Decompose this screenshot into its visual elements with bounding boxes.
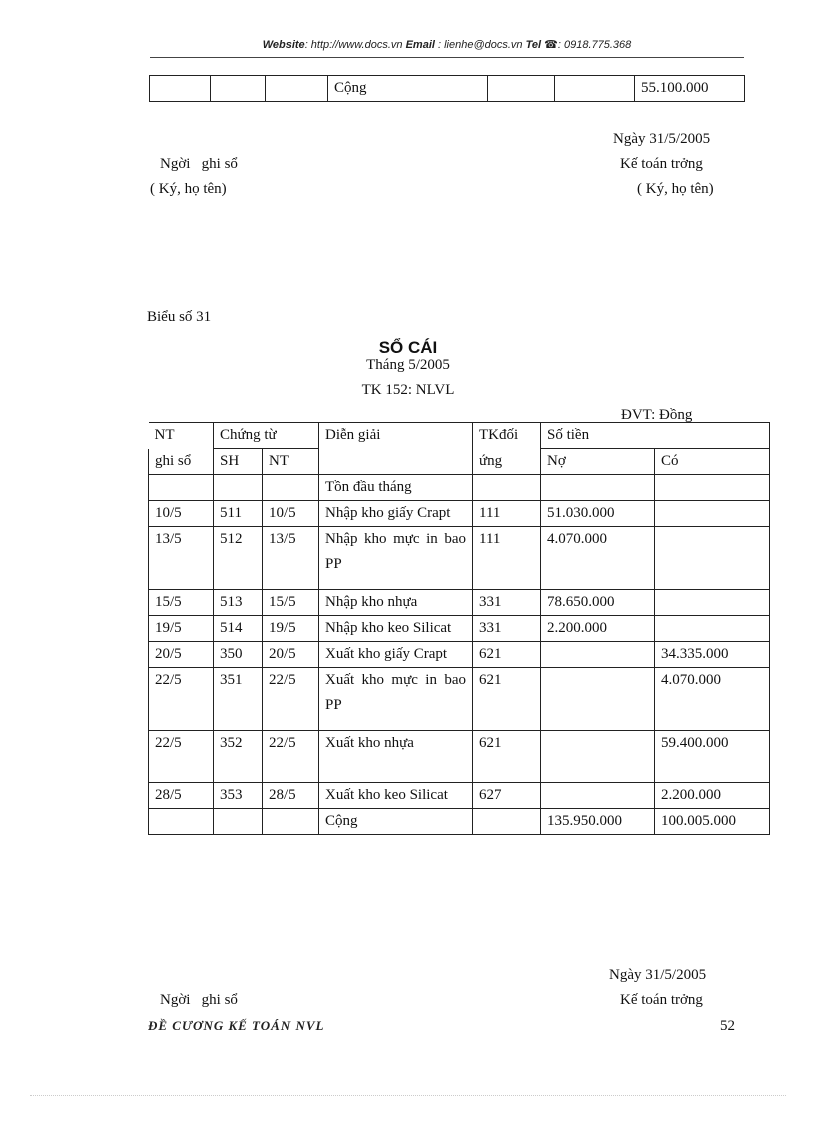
header-sh: SH [214,449,263,475]
previous-table-total [149,75,745,102]
email-label: Email [405,39,435,51]
table-row: 22/5 352 22/5 Xuất kho nhựa 621 59.400.000 [149,731,770,783]
opening-label: Tồn đầu tháng [319,475,473,501]
table-row [150,76,745,102]
header-no: Nợ [541,449,655,475]
table-row: 28/5 353 28/5 Xuất kho keo Silicat 627 2.200.000 [149,783,770,809]
page-number: 52 [720,1018,735,1034]
sign2-date: Ngày 31/5/2005 [609,967,707,983]
header-nt-sub: NT [263,449,319,475]
sign1-left-note: ( Ký, họ tên) [150,181,227,197]
table-row: 22/5 351 22/5 Xuất kho mực in bao PP 621 4.070.000 [149,668,770,731]
total-row [149,809,770,835]
title-account: TK 152: NLVL [361,382,455,398]
header-ung: ứng [473,449,541,475]
sign1-left-title: Ngời ghi sổ [160,156,238,172]
ledger-total-no: 135.950.000 [541,809,655,835]
header-nt: NT [149,423,214,449]
ledger-table [148,422,770,835]
sign2-right-title: Kế toán trởng [620,992,703,1008]
form-label: Biểu số 31 [147,309,212,325]
sign1-date: Ngày 31/5/2005 [613,131,711,147]
sign2-left-title: Ngời ghi sổ [160,992,238,1008]
footer-note: ĐỀ CƯƠNG KẾ TOÁN NVL [148,1018,325,1030]
header-co: Có [655,449,770,475]
table-row: 10/5 511 10/5 Nhập kho giấy Crapt 111 51.030.000 [149,501,770,527]
tel-value: : 0918.775.368 [557,39,632,51]
email-value: : lienhe@docs.vn [438,39,523,51]
header-divider [150,57,744,58]
header-chung-tu: Chứng từ [214,423,319,449]
table-row: 15/5 513 15/5 Nhập kho nhựa 331 78.650.000 [149,590,770,616]
page-header [150,38,744,51]
header-tk: TKđối [473,423,541,449]
tel-label: Tel [525,39,542,51]
total-label: Cộng [328,76,488,102]
website-label: Website [262,39,305,51]
table-row: 20/5 350 20/5 Xuất kho giấy Crapt 621 34.335.000 [149,642,770,668]
total-value: 55.100.000 [635,76,745,102]
phone-icon: ☎ [544,39,558,51]
ledger-total-label: Cộng [319,809,473,835]
table-row: 13/5 512 13/5 Nhập kho mực in bao PP 111 4.070.000 [149,527,770,590]
title-month: Tháng 5/2005 [366,357,450,373]
table-header-row [149,423,770,449]
unit-label: ĐVT: Đồng [621,407,693,423]
sign1-right-title: Kế toán trởng [620,156,703,172]
header-ghi-so: ghi sổ [149,449,214,475]
table-row: 19/5 514 19/5 Nhập kho keo Silicat 331 2.200.000 [149,616,770,642]
page-title: SỔ CÁI [378,338,438,357]
sign1-right-note: ( Ký, họ tên) [637,181,714,197]
ledger-total-co: 100.005.000 [655,809,770,835]
bottom-dotted-line [30,1095,786,1096]
header-dien-giai: Diễn giải [319,423,473,475]
table-row [149,475,770,501]
website-value: : http://www.docs.vn [304,39,403,51]
header-so-tien: Số tiền [541,423,770,449]
